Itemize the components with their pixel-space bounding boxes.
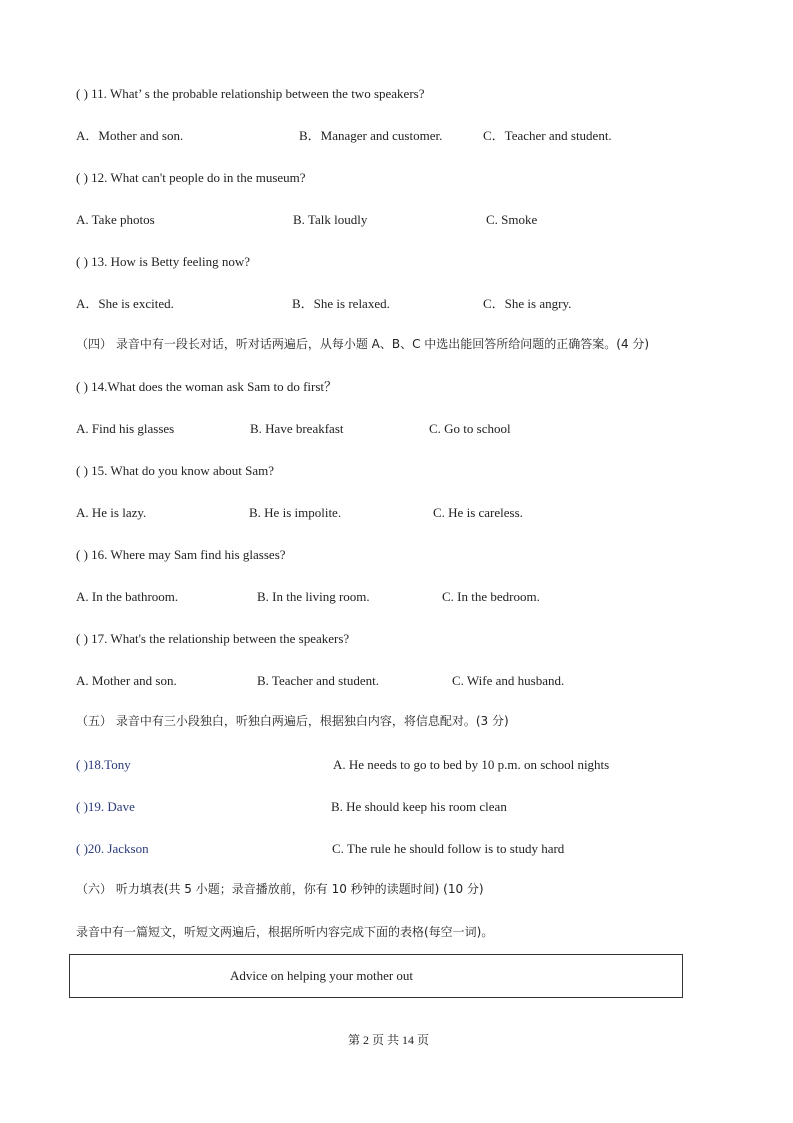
question-14-option-b: B. Have breakfast xyxy=(250,421,344,436)
matching-option-c: C. The rule he should follow is to study hard xyxy=(332,841,565,856)
question-14-option-c: C. Go to school xyxy=(429,421,511,436)
page-number: 第 2 页 共 14 页 xyxy=(348,1033,430,1047)
question-15-option-b: B. He is impolite. xyxy=(249,505,342,520)
question-11-option-a: A．Mother and son. xyxy=(76,128,184,143)
matching-option-a: A. He needs to go to bed by 10 p.m. on school nights xyxy=(333,757,610,772)
question-15-stem: ( ) 15. What do you know about Sam? xyxy=(76,463,274,478)
advice-table-title: Advice on helping your mother out xyxy=(230,968,414,983)
matching-option-b: B. He should keep his room clean xyxy=(331,799,507,814)
question-17-option-c: C. Wife and husband. xyxy=(452,673,565,688)
question-16-option-c: C. In the bedroom. xyxy=(442,589,540,604)
question-12-option-b: B. Talk loudly xyxy=(293,212,368,227)
question-12-stem: ( ) 12. What can't people do in the museum? xyxy=(76,170,306,185)
section-six-instruction: 录音中有一篇短文，听短文两遍后，根据所听内容完成下面的表格(每空一词)。 xyxy=(76,925,494,939)
section-four-heading: （四） 录音中有一段长对话，听对话两遍后，从每小题 A、B、C 中选出能回答所给问题的正确答案。(4 分) xyxy=(76,337,650,351)
matching-item-18: ( )18.Tony xyxy=(76,757,131,772)
question-13-stem: ( ) 13. How is Betty feeling now? xyxy=(76,254,251,269)
question-17-stem: ( ) 17. What's the relationship between the speakers? xyxy=(76,631,350,646)
question-11-option-b: B．Manager and customer. xyxy=(299,128,443,143)
question-13-option-a: A．She is excited. xyxy=(76,296,174,311)
question-15-option-c: C. He is careless. xyxy=(433,505,523,520)
question-11-stem: ( ) 11. What’ s the probable relationship between the two speakers? xyxy=(76,86,425,101)
section-five-heading: （五） 录音中有三小段独白，听独白两遍后，根据独白内容，将信息配对。(3 分) xyxy=(76,714,509,728)
question-12-option-c: C. Smoke xyxy=(486,212,538,227)
question-16-option-b: B. In the living room. xyxy=(257,589,370,604)
question-13-option-c: C．She is angry. xyxy=(483,296,572,311)
question-11-option-c: C．Teacher and student. xyxy=(483,128,612,143)
question-12-option-a: A. Take photos xyxy=(76,212,155,227)
matching-item-20: ( )20. Jackson xyxy=(76,841,149,856)
question-14-option-a: A. Find his glasses xyxy=(76,421,175,436)
section-six-heading: （六） 听力填表(共 5 小题；录音播放前，你有 10 秒钟的读题时间) (10 分) xyxy=(76,882,484,896)
matching-item-19: ( )19. Dave xyxy=(76,799,135,814)
question-13-option-b: B．She is relaxed. xyxy=(292,296,390,311)
question-16-stem: ( ) 16. Where may Sam find his glasses? xyxy=(76,547,286,562)
question-17-option-a: A. Mother and son. xyxy=(76,673,177,688)
question-15-option-a: A. He is lazy. xyxy=(76,505,147,520)
advice-table xyxy=(69,954,683,998)
question-17-option-b: B. Teacher and student. xyxy=(257,673,379,688)
question-14-stem: ( ) 14.What does the woman ask Sam to do first？ xyxy=(76,379,338,394)
question-16-option-a: A. In the bathroom. xyxy=(76,589,179,604)
